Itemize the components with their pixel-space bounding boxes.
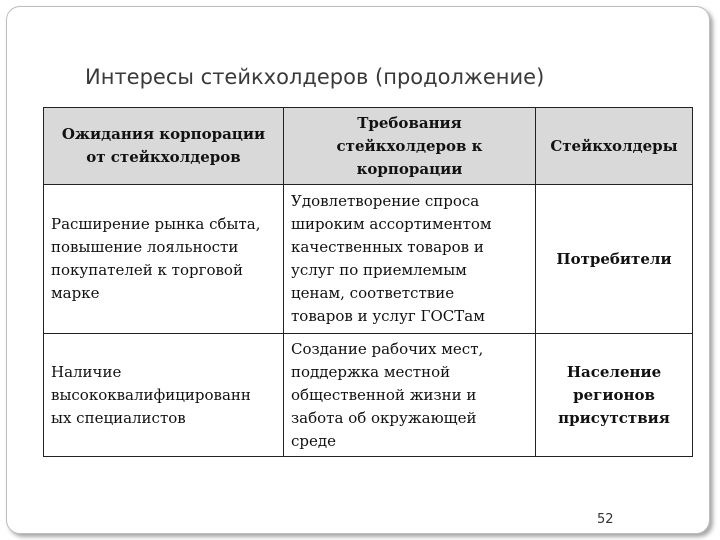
cell-requirements-text: Удовлетворение спроса широким ассортиментом качественных товаров и услуг по приемлемым ценам, соответствие товаров и услуг ГОСТам xyxy=(291,192,492,325)
slide-title: Интересы стейкхолдеров (продолжение) xyxy=(85,65,545,89)
table-row xyxy=(44,185,693,334)
cell-requirements-text: Создание рабочих мест, поддержка местной общественной жизни и забота об окружающей среде xyxy=(291,339,484,450)
cell-stakeholder xyxy=(536,185,693,334)
table-header-row xyxy=(44,108,693,185)
cell-expectations xyxy=(44,185,284,334)
header-requirements xyxy=(284,108,536,185)
page-number: 52 xyxy=(597,512,614,527)
cell-expectations-text: Расширение рынка сбыта, повышение лояльности покупателей к торговой марке xyxy=(51,215,261,302)
cell-expectations xyxy=(44,334,284,457)
header-stakeholders-text: Стейкхолдеры xyxy=(550,136,678,155)
cell-stakeholder-text: Потребители xyxy=(556,249,672,268)
cell-requirements xyxy=(284,185,536,334)
cell-stakeholder xyxy=(536,334,693,457)
cell-stakeholder-text: Население регионов присутствия xyxy=(558,362,670,427)
header-stakeholders xyxy=(536,108,693,185)
cell-expectations-text: Наличие высококвалифицированн ых специалистов xyxy=(51,362,251,427)
cell-requirements xyxy=(284,334,536,457)
slide-frame xyxy=(6,6,710,534)
header-requirements-text: Требования стейкхолдеров к корпорации xyxy=(336,113,483,178)
table-row xyxy=(44,334,693,457)
stakeholder-table xyxy=(43,107,693,457)
header-expectations xyxy=(44,108,284,185)
header-expectations-text: Ожидания корпорации от стейкхолдеров xyxy=(61,125,266,166)
